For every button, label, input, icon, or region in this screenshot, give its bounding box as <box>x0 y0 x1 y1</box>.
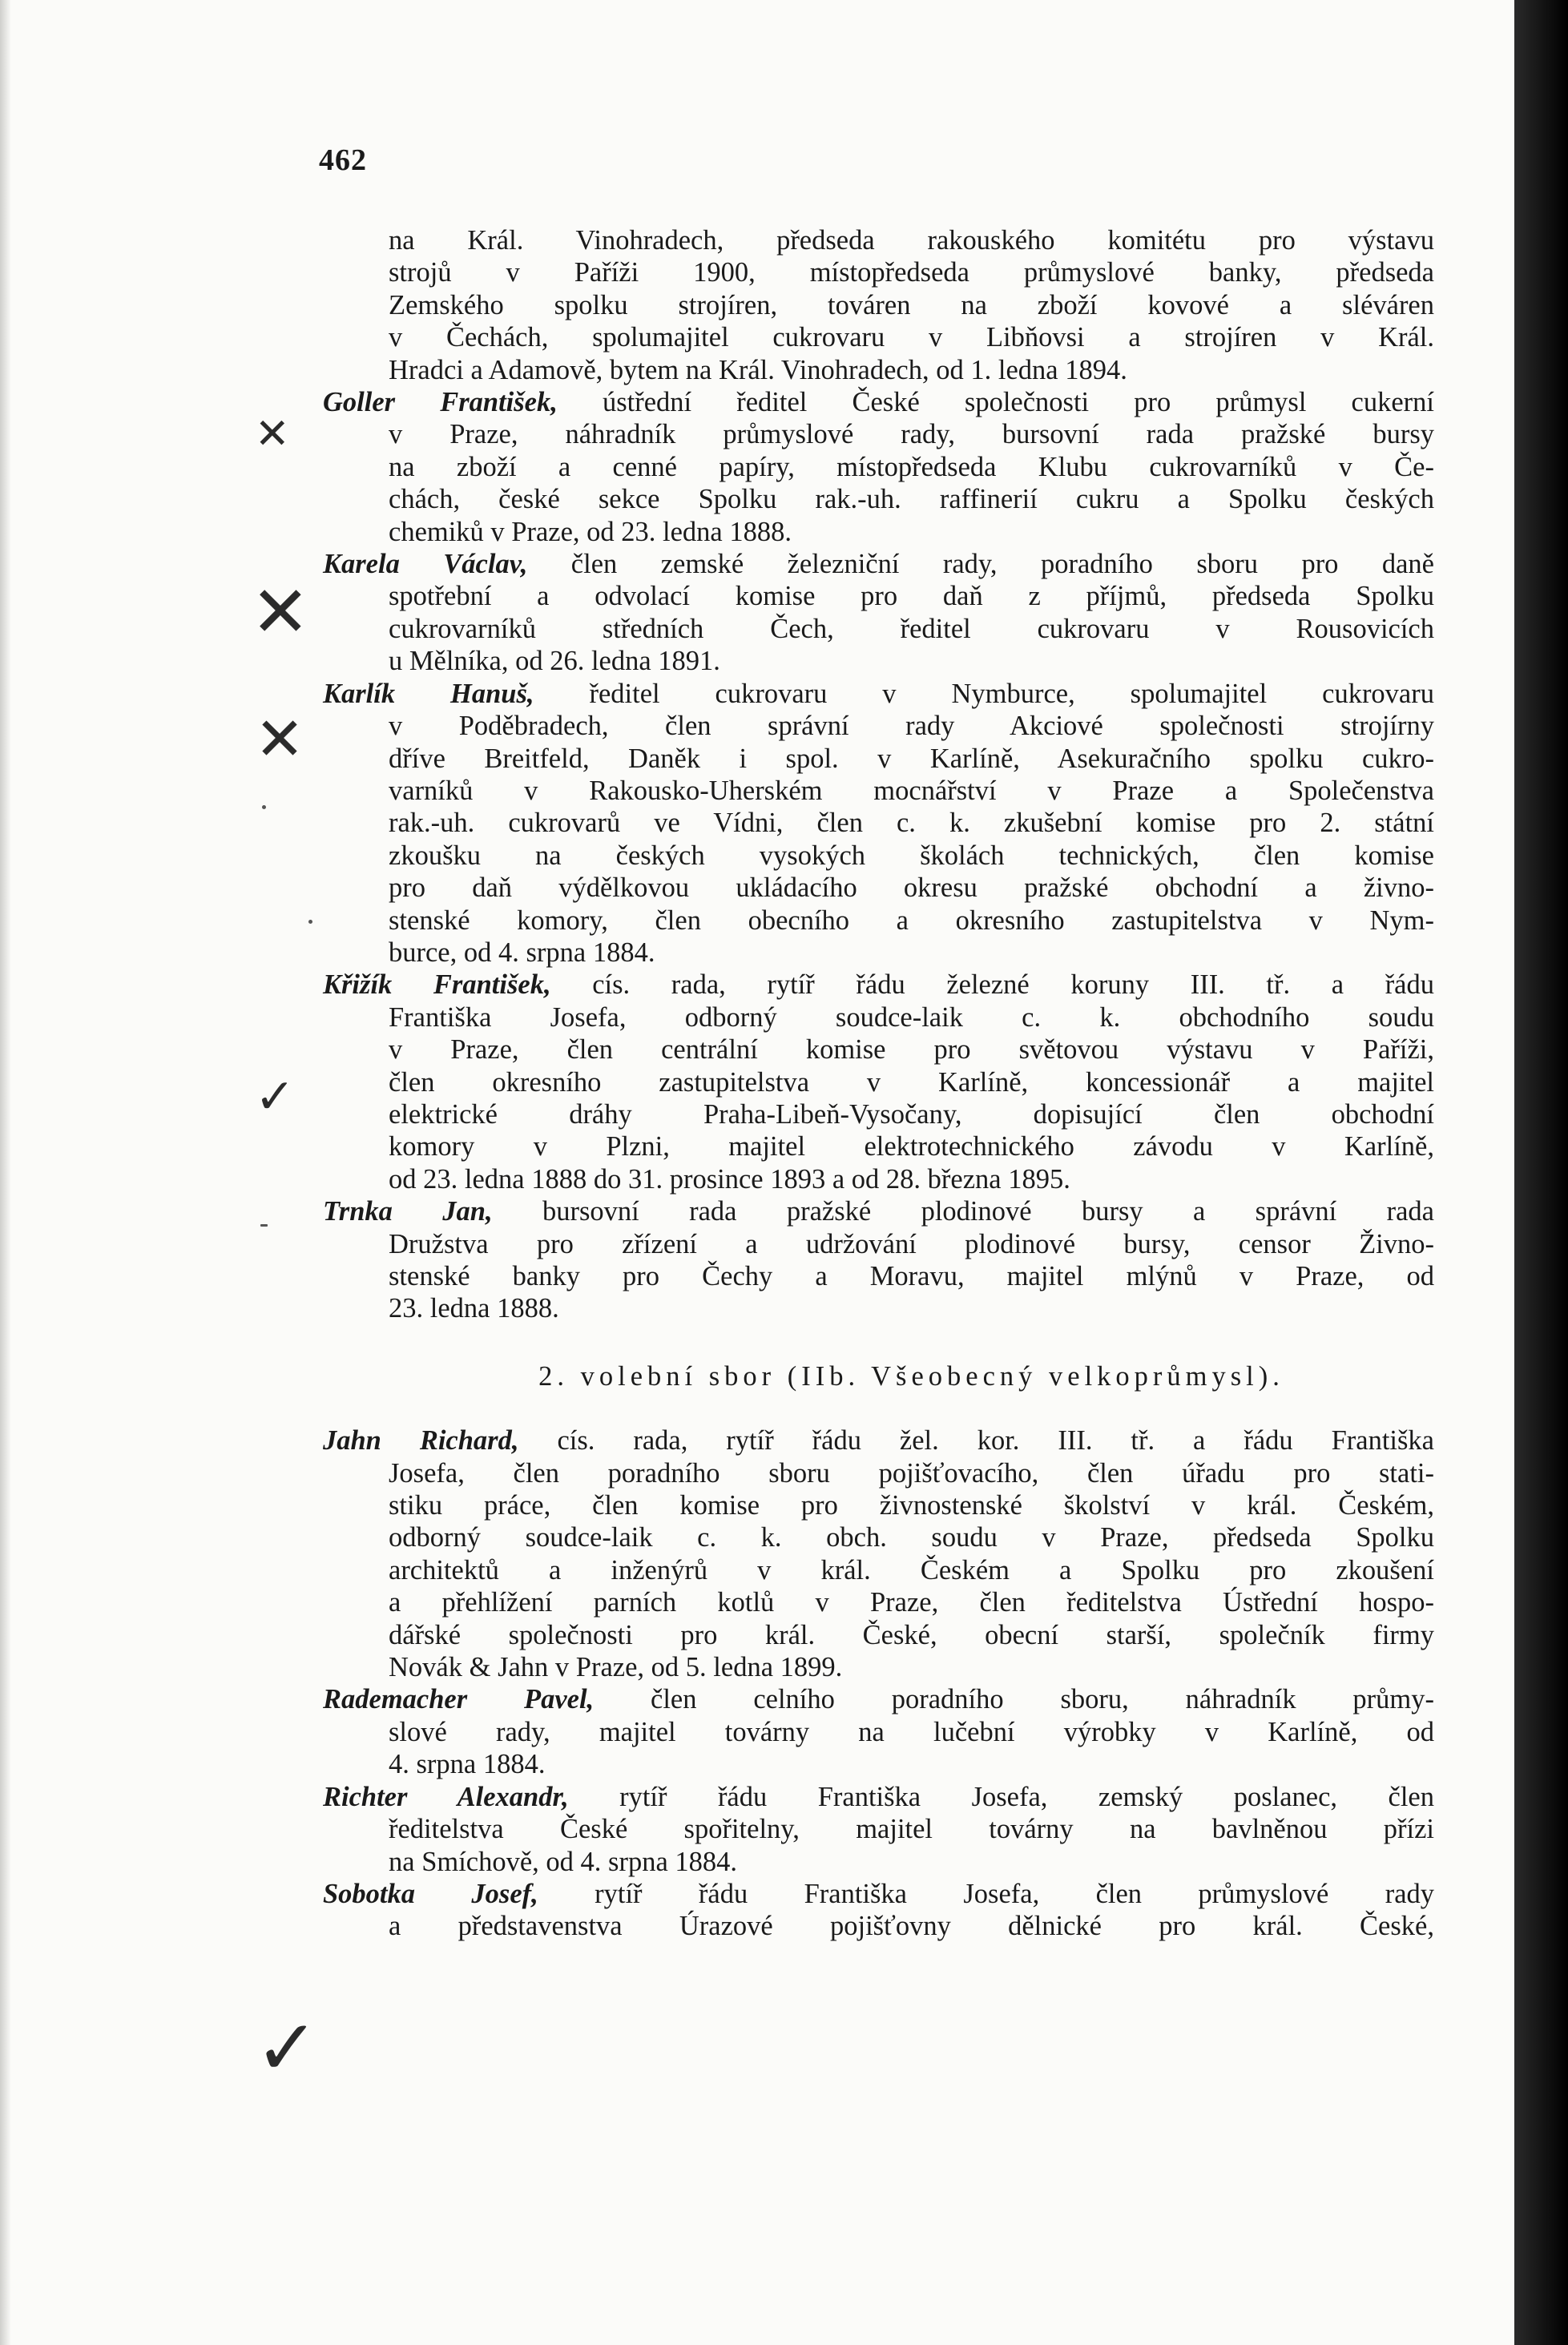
text-line: slové rady, majitel továrny na lučební výrobky v Karlíně, od <box>389 1716 1434 1747</box>
person-name: Trnka Jan, <box>323 1196 493 1227</box>
entry-krizik <box>323 969 1434 1195</box>
person-name: Karlík Hanuš, <box>323 678 534 709</box>
text-line: Josefa, člen poradního sboru pojišťovacího, člen úřadu pro stati- <box>389 1457 1434 1489</box>
text-line: u Mělníka, od 26. ledna 1891. <box>389 646 720 677</box>
entry-first-line <box>323 1195 1434 1227</box>
handwritten-cross-mark-icon: ✕ <box>251 570 310 653</box>
entry-rademacher <box>323 1683 1434 1780</box>
text-line: elektrické dráhy Praha-Libeň-Vysočany, dopisující člen obchodní <box>389 1098 1434 1130</box>
text-line: 4. srpna 1884. <box>389 1749 546 1780</box>
text-line: Františka Josefa, odborný soudce-laik c. k. obchodního soudu <box>389 1001 1434 1033</box>
text-line: Zemského spolku strojíren, továren na zboží kovové a sléváren <box>389 289 1434 320</box>
text-line: v Poděbradech, člen správní rady Akciové společnosti strojírny <box>389 711 1434 742</box>
pencil-dot-mark <box>308 920 312 924</box>
text-line: dářské společnosti pro král. České, obecní starší, společník firmy <box>389 1619 1434 1650</box>
text-line: Hradci a Adamově, bytem na Král. Vinohradech, od 1. ledna 1894. <box>389 354 1127 385</box>
entry-jahn <box>323 1424 1434 1683</box>
entry-continuation <box>389 224 1434 386</box>
handwritten-cross-mark-icon: ✕ <box>255 410 290 458</box>
text-line: rak.-uh. cukrovarů ve Vídni, člen c. k. zkušební komise pro 2. státní <box>389 808 1434 839</box>
text-line: na Král. Vinohradech, předseda rakouského komitétu pro výstavu <box>389 225 1434 256</box>
handwritten-check-mark-icon: ✓ <box>255 1069 296 1125</box>
person-name: Karela Václav, <box>323 549 528 580</box>
pencil-dash-mark <box>260 1224 268 1227</box>
text-line: chách, české sekce Spolku rak.-uh. raffinerií cukru a Spolku českých <box>389 484 1434 515</box>
text-line: pro daň výdělkovou ukládacího okresu pražské obchodní a živno- <box>389 872 1434 904</box>
text-line: chemiků v Praze, od 23. ledna 1888. <box>389 516 792 547</box>
person-name: Jahn Richard, <box>323 1425 519 1457</box>
entry-first-line <box>323 969 1434 1001</box>
entry-first-line <box>323 1878 1434 1910</box>
entry-text: ústřední ředitel České společnosti pro průmysl cukerní <box>557 387 1435 418</box>
entry-first-line <box>323 1781 1434 1813</box>
text-line: v Praze, člen centrální komise pro světovou výstavu v Paříži, <box>389 1034 1434 1066</box>
text-line: stenské banky pro Čechy a Moravu, majitel mlýnů v Praze, od <box>389 1261 1434 1291</box>
text-line: stiku práce, člen komise pro živnostenské školství v král. Českém, <box>389 1490 1434 1521</box>
section-heading: 2. volební sbor (IIb. Všeobecný velkoprůmysl). <box>538 1360 1284 1392</box>
entry-text: člen celního poradního sboru, náhradník průmy- <box>594 1684 1434 1715</box>
text-line: 23. ledna 1888. <box>389 1293 559 1324</box>
handwritten-cross-mark-icon: ✕ <box>255 705 305 774</box>
entry-sobotka <box>323 1878 1435 1943</box>
text-line: odborný soudce-laik c. k. obch. soudu v Praze, předseda Spolku <box>389 1522 1434 1553</box>
entry-karela <box>323 548 1434 678</box>
text-line: burce, od 4. srpna 1884. <box>389 937 655 968</box>
entry-text: cís. rada, rytíř řádu žel. kor. III. tř. a řádu Františka <box>518 1425 1434 1457</box>
pencil-dot-mark <box>262 805 266 809</box>
page-number: 462 <box>319 143 367 177</box>
text-line: a představenstva Úrazové pojišťovny dělnické pro král. České, <box>389 1911 1434 1942</box>
scan-right-border <box>1514 0 1568 2345</box>
entry-text: ředitel cukrovaru v Nymburce, spolumajitel cukrovaru <box>534 678 1434 709</box>
entry-first-line <box>323 386 1434 418</box>
handwritten-check-mark-icon: ✓ <box>255 2003 320 2093</box>
entry-text: člen zemské železniční rady, poradního sboru pro daně <box>527 549 1434 580</box>
person-name: Křižík František, <box>323 969 551 1001</box>
text-line: cukrovarníků středních Čech, ředitel cukrovaru v Rousovicích <box>389 613 1434 644</box>
entry-richter <box>323 1781 1434 1878</box>
text-line: dříve Breitfeld, Daněk i spol. v Karlíně, Asekuračního spolku cukro- <box>389 743 1434 774</box>
entry-goller <box>323 386 1435 548</box>
text-line: na Smíchově, od 4. srpna 1884. <box>389 1846 738 1877</box>
text-line: stenské komory, člen obecního a okresního zastupitelstva v Nym- <box>389 905 1434 936</box>
entry-text: cís. rada, rytíř řádu železné koruny III. tř. a řádu <box>550 969 1434 1001</box>
entry-text: rytíř řádu Františka Josefa, člen průmyslové rady <box>538 1878 1435 1909</box>
text-column <box>323 224 1435 1943</box>
entry-first-line <box>323 1683 1434 1715</box>
text-line: ředitelstva České spořitelny, majitel továrny na bavlněnou přízi <box>389 1814 1434 1845</box>
person-name: Goller František, <box>323 387 558 418</box>
text-line: varníků v Rakousko-Uherském mocnářství v Praze a Společenstva <box>389 775 1434 806</box>
person-name: Richter Alexandr, <box>323 1781 569 1812</box>
text-line: v Čechách, spolumajitel cukrovaru v Libňovsi a strojíren v Král. <box>389 322 1434 353</box>
entry-karlik <box>323 678 1434 969</box>
text-line: strojů v Paříži 1900, místopředseda průmyslové banky, předseda <box>389 257 1434 288</box>
text-line: komory v Plzni, majitel elektrotechnického závodu v Karlíně, <box>389 1131 1434 1162</box>
entry-first-line <box>323 1424 1434 1457</box>
person-name: Sobotka Josef, <box>323 1878 538 1909</box>
page-left-edge-shadow <box>0 0 11 2345</box>
entry-first-line <box>323 678 1434 710</box>
text-line: Novák & Jahn v Praze, od 5. ledna 1899. <box>389 1652 843 1683</box>
entry-text: bursovní rada pražské plodinové bursy a správní rada <box>492 1196 1434 1227</box>
text-line: zkoušku na českých vysokých školách technických, člen komise <box>389 840 1434 871</box>
text-line: Družstva pro zřízení a udržování plodinové bursy, censor Živno- <box>389 1228 1434 1259</box>
entry-trnka <box>323 1195 1434 1325</box>
text-line: člen okresního zastupitelstva v Karlíně, koncessionář a majitel <box>389 1066 1434 1098</box>
entry-text: rytíř řádu Františka Josefa, zemský poslanec, člen <box>568 1781 1434 1812</box>
text-line: na zboží a cenné papíry, místopředseda Klubu cukrovarníků v Če- <box>389 451 1434 482</box>
text-line: od 23. ledna 1888 do 31. prosince 1893 a od 28. března 1895. <box>389 1163 1070 1195</box>
text-line: spotřební a odvolací komise pro daň z příjmů, předseda Spolku <box>389 581 1434 612</box>
text-line: architektů a inženýrů v král. Českém a Spolku pro zkoušení <box>389 1554 1434 1585</box>
text-line: a přehlížení parních kotlů v Praze, člen ředitelstva Ústřední hospo- <box>389 1587 1434 1618</box>
entry-first-line <box>323 548 1434 580</box>
person-name: Rademacher Pavel, <box>323 1684 595 1715</box>
text-line: v Praze, náhradník průmyslové rady, bursovní rada pražské bursy <box>389 419 1434 450</box>
